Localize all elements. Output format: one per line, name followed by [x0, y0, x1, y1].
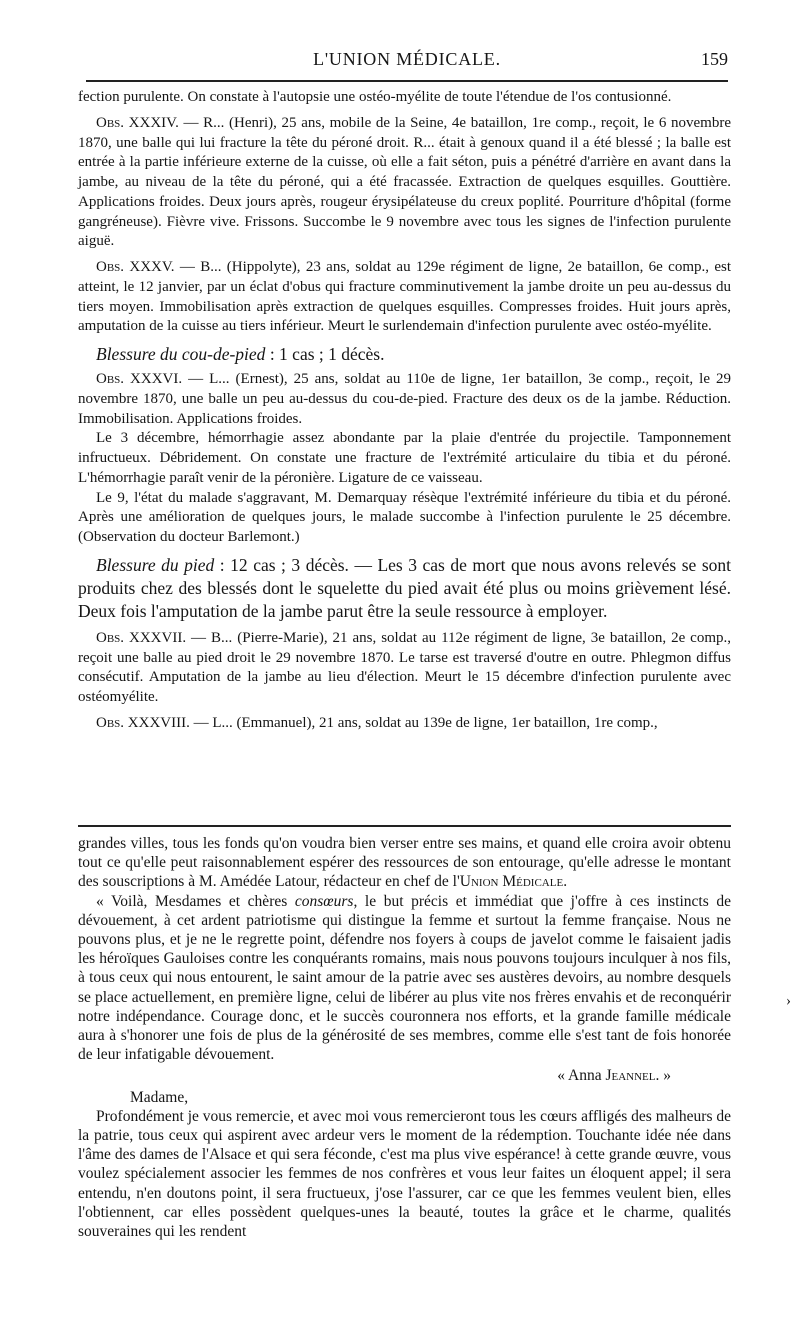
journal-name: Union Médicale: [459, 873, 564, 891]
obs-text: — L... (Ernest), 25 ans, soldat au 110e de ligne, 1er bataillon, 3e comp., reçoit, le 29 novembre 1870, une balle un peu au-dessus du cou-de-pied. Fracture des deux os de la jambe. Réduction. Immobilisation. Applications froides.: [78, 371, 731, 427]
margin-mark: ›: [786, 993, 791, 1009]
italic-word: consœurs: [294, 892, 354, 910]
lower-text-block: [78, 834, 731, 1241]
page-number: 159: [701, 49, 728, 69]
observation-35: [78, 258, 731, 337]
obs-label: Obs. XXXVIII.: [96, 714, 190, 731]
observation-34: [78, 114, 731, 252]
observation-36-paragraph-2: Le 3 décembre, hémorrhagie assez abondante par la plaie d'entrée du projectile. Tamponnement infructueux. Débridement. On constate une fracture de l'extrémité articulaire du tibia et du péroné. L'hémorrhagie paraît venir de la péronière. Ligature de ce vaisseau.: [78, 430, 731, 486]
obs-label: Obs. XXXV.: [96, 259, 175, 275]
obs-label: Obs. XXXVI.: [96, 371, 183, 387]
heading-title: Blessure du pied: [96, 554, 215, 575]
signature-close: . »: [655, 1067, 671, 1085]
signature-surname: Jeannel: [605, 1067, 656, 1085]
paragraph-text: , le but précis et immédiat que j'offre à ces instincts de dévouement, à cet ardent patriotisme qui distingue la femme et surtout la femme française. Nous ne pouvons plus, et je ne le regrette point, défendre nos foyers à coups de javelot comme le faisaient jadis les héroïques Gauloises contre les conquérants romains, mais nous pouvons toujours inculquer à nos fils, à tous ceux qui nous entourent, le saint amour de la patrie avec ses austères devoirs, au nombre desquels se place actuellement, en première ligne, celui de libérer au plus vite nos frères envahis et de reconquérir notre indépendance. Courage donc, et le succès couronnera nos efforts, et la grande famille médicale aura à s'honorer une fois de plus de la générosité de ses membres, comme elle s'est tant de fois honorée de leur infatigable dévouement.: [78, 892, 732, 1064]
obs-label: Obs. XXXVII.: [96, 629, 187, 646]
heading-rest: : 1 cas ; 1 décès.: [265, 344, 385, 364]
feuilleton-paragraph-3: Profondément je vous remercie, et avec moi vous remercieront tous les cœurs affligés des malheurs de la patrie, tous ceux qui aspirent avec ardeur vers le moment de la rédemption. Touchante idée née dans l'âme des dames de l'Alsace et qui sera féconde, c'est ma plus vive espérance! à cette grande œuvre, vous voulez spécialement associer les femmes de nos confrères et vous leur faites un éloquent appel; il sera entendu, n'en doutons point, il sera fructueux, j'ose l'assurer, car ce que les femmes veulent bien, elles l'obtiennent, car elles possèdent quelques-unes la beauté, toutes la grâce et le charme, qualités souveraines qui les rendent: [78, 1107, 732, 1241]
obs-label: Obs. XXXIV.: [96, 114, 179, 131]
page-header: [86, 48, 728, 70]
salutation: Madame,: [130, 1088, 189, 1106]
header-rule: [86, 80, 728, 82]
signature-text: « Anna: [557, 1067, 606, 1085]
obs-text: — B... (Hippolyte), 23 ans, soldat au 129e régiment de ligne, 2e bataillon, 6e comp., est atteint, le 12 janvier, par un éclat d'obus qui fracture comminutivement la jambe droite un peu au-dessus du tiers moyen. Immobilisation après extraction de quelques esquilles. Compresses froides. Huit jours après, amputation de la cuisse au tiers inférieur. Meurt le surlendemain d'infection purulente avec ostéo-myélite.: [78, 259, 731, 335]
heading-rest: : 12 cas ; 3 décès. — Les 3 cas de mort que nous avons relevés se sont produits chez des blessés dont le squelette du pied avait été plus ou moins grièvement lésé. Deux fois l'amputation de la jambe parut être la seule ressource à employer.: [78, 554, 731, 621]
section-heading-cou-de-pied: [78, 343, 731, 366]
upper-text-block: [78, 88, 731, 734]
paragraph-text: « Voilà, Mesdames et chères: [96, 892, 295, 910]
signature: [78, 1066, 731, 1085]
section-divider-rule: [78, 825, 731, 827]
obs-text: — L... (Emmanuel), 21 ans, soldat au 139e de ligne, 1er bataillon, 1re comp.,: [189, 714, 658, 731]
observation-36: [78, 370, 731, 429]
observation-37: [78, 629, 731, 708]
running-title: L'UNION MÉDICALE.: [313, 49, 501, 69]
heading-title: Blessure du cou-de-pied: [96, 344, 266, 364]
feuilleton-paragraph-2: [78, 892, 731, 1065]
section-heading-pied: [78, 554, 731, 623]
feuilleton-paragraph-1: [78, 834, 731, 892]
obs-text: — B... (Pierre-Marie), 21 ans, soldat au 112e régiment de ligne, 3e bataillon, 2e comp., reçoit une balle au pied droit le 29 novembre 1870. Le tarse est traversé d'outre en outre. Phlegmon diffus consécutif. Amputation de la jambe au lieu d'élection. Meurt le 15 décembre d'infection purulente avec ostéomyélite.: [78, 629, 732, 705]
obs-text: — R... (Henri), 25 ans, mobile de la Seine, 4e bataillon, 1re comp., reçoit, le 6 novembre 1870, une balle qui lui fracture la tête du péroné droit. R... était à genoux quand il a été blessé ; la balle est entrée à la partie inférieure externe de la cuisse, où elle a fait séton, puis a pénétré d'arrière en avant dans la jambe, au niveau de la tête du péroné, qui a été fracassée. Extraction de quelques esquilles. Gouttière. Applications froides. Deux jours après, rougeur érysipélateuse du creux poplité. Pourriture d'hôpital (forme gangréneuse). Fièvre vive. Frissons. Succombe le 9 novembre avec tous les signes de l'infection purulente aiguë.: [78, 114, 731, 250]
observation-38: [78, 714, 731, 734]
paragraph-end: .: [563, 873, 568, 891]
paragraph-text: grandes villes, tous les fonds qu'on voudra bien verser entre ses mains, et quand elle croira avoir obtenu tout ce qu'elle peut raisonnablement espérer des ressources de son entourage, qu'elle adresse le montant des souscriptions à M. Amédée Latour, rédacteur en chef de l': [78, 835, 731, 891]
observation-36-paragraph-3: Le 9, l'état du malade s'aggravant, M. Demarquay résèque l'extrémité inférieure du tibia et du péroné. Après une amélioration de quelques jours, le malade succombe à l'infection purulente le 25 décembre. (Observation du docteur Barlemont.): [78, 489, 731, 545]
continuation-paragraph: fection purulente. On constate à l'autopsie une ostéo-myélite de toute l'étendue de l'os contusionné.: [78, 89, 672, 105]
